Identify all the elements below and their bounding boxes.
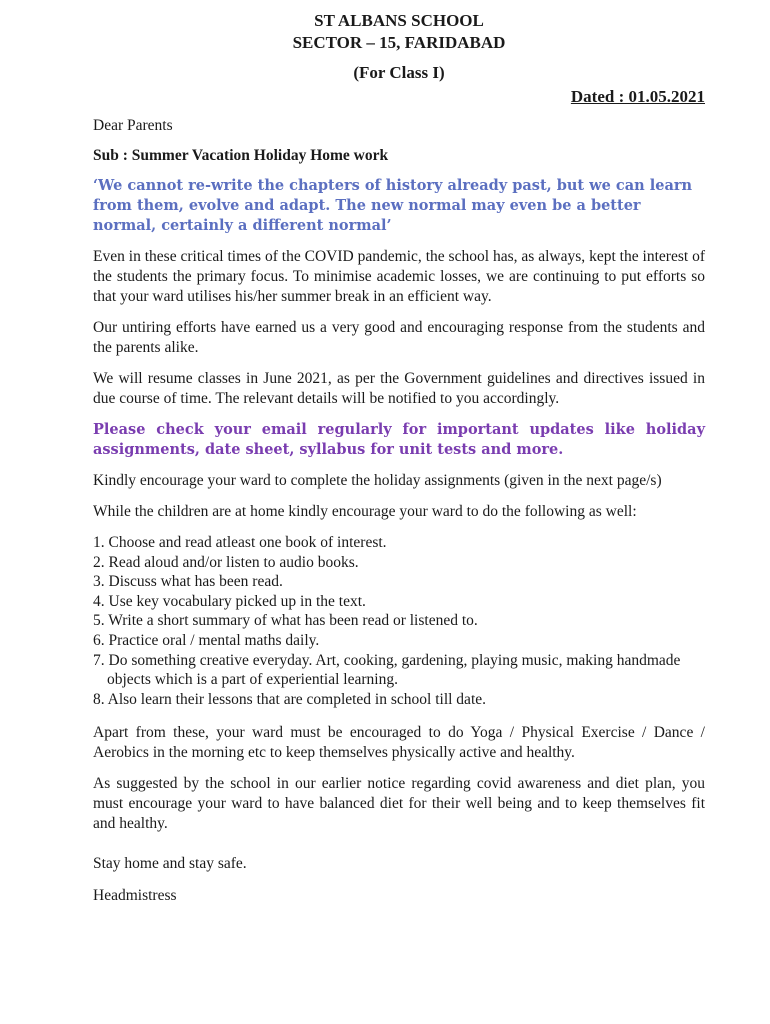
paragraph-assignments: Kindly encourage your ward to complete the holiday assignments (given in the next page/s) <box>93 472 662 489</box>
paragraph-exercise: Apart from these, your ward must be encouraged to do Yoga / Physical Exercise / Dance / Aerobics in the morning etc to keep themselves physically active and healthy. <box>93 724 705 762</box>
list-item: 1. Choose and read atleast one book of interest. <box>93 534 387 551</box>
letter-page <box>93 10 705 906</box>
list-item: 2. Read aloud and/or listen to audio books. <box>93 553 359 571</box>
paragraph-efforts: Our untiring efforts have earned us a very good and encouraging response from the students and the parents alike. <box>93 319 705 356</box>
closing-line: Stay home and stay safe. <box>93 855 247 873</box>
salutation: Dear Parents <box>93 117 173 134</box>
paragraph-covid: Even in these critical times of the COVID pandemic, the school has, as always, kept the interest of the students the primary focus. To minimise academic losses, we are continuing to put efforts so that your ward utilises his/her summer break in an efficient way. <box>93 248 705 305</box>
class-line: (For Class I) <box>353 63 445 82</box>
school-address: SECTOR – 15, FARIDABAD <box>292 33 506 52</box>
school-name: ST ALBANS SCHOOL <box>314 11 484 30</box>
list-item: 4. Use key vocabulary picked up in the text. <box>93 592 366 610</box>
list-item: 3. Discuss what has been read. <box>93 573 283 591</box>
letter-date: Dated : 01.05.2021 <box>570 87 705 106</box>
email-notice: Please check your email regularly for important updates like holiday assignments, date sheet, syllabus for unit tests and more. <box>93 421 705 458</box>
subject-line: Sub : Summer Vacation Holiday Home work <box>93 147 389 164</box>
paragraph-diet: As suggested by the school in our earlier notice regarding covid awareness and diet plan, you must encourage your ward to have balanced diet for their well being and to keep themselves fit and healthy. <box>93 775 705 833</box>
signature: Headmistress <box>93 887 177 905</box>
paragraph-at-home: While the children are at home kindly encourage your ward to do the following as well: <box>93 503 637 520</box>
activity-list <box>93 533 705 709</box>
list-item: 8. Also learn their lessons that are completed in school till date. <box>93 690 487 708</box>
list-item: 5. Write a short summary of what has been read or listened to. <box>93 612 478 630</box>
list-item: 7. Do something creative everyday. Art, cooking, gardening, playing music, making handmade objects which is a part of experiential learning. <box>93 651 681 689</box>
list-item: 6. Practice oral / mental maths daily. <box>93 631 320 649</box>
quote: ‘We cannot re-write the chapters of history already past, but we can learn from them, evolve and adapt. The new normal may even be a better normal, certainly a different normal’ <box>93 177 693 234</box>
paragraph-resume-classes: We will resume classes in June 2021, as per the Government guidelines and directives issued in due course of time. The relevant details will be notified to you accordingly. <box>93 370 705 407</box>
